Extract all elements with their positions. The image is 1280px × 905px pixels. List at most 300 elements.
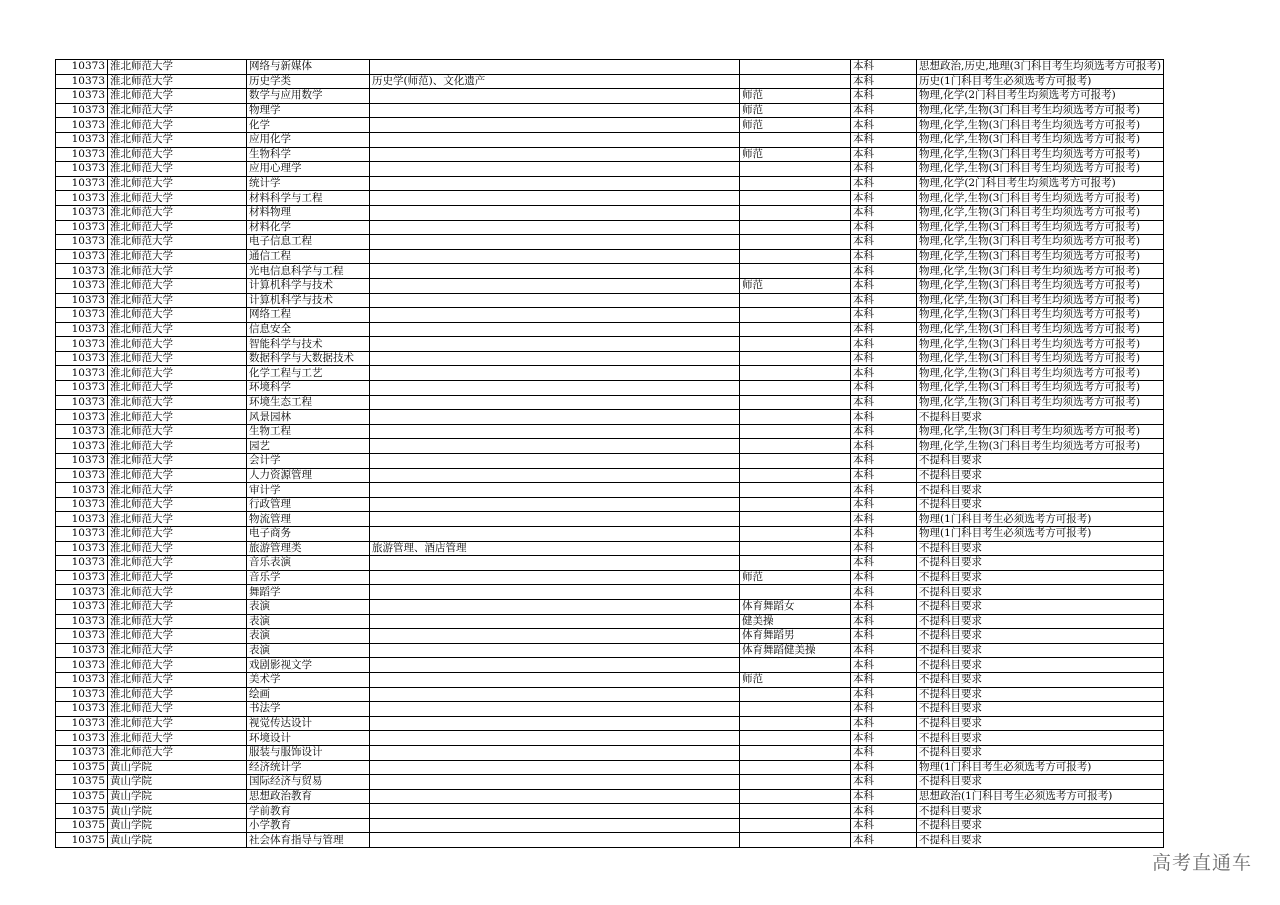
- code-cell: 10373: [56, 147, 108, 162]
- requirement-cell: 物理,化学,生物(3门科目考生均须选考方可报考): [917, 322, 1164, 337]
- school-cell: 淮北师范大学: [108, 147, 247, 162]
- table-row: [56, 308, 1164, 323]
- code-cell: 10373: [56, 118, 108, 133]
- sub-major-cell: [370, 454, 740, 469]
- sub-major-cell: [370, 235, 740, 250]
- sub-major-cell: [370, 745, 740, 760]
- major-cell: 审计学: [247, 483, 370, 498]
- note-cell: [740, 556, 851, 571]
- note-cell: 师范: [740, 278, 851, 293]
- school-cell: 淮北师范大学: [108, 439, 247, 454]
- requirement-cell: 物理,化学,生物(3门科目考生均须选考方可报考): [917, 235, 1164, 250]
- school-cell: 淮北师范大学: [108, 672, 247, 687]
- school-cell: 淮北师范大学: [108, 162, 247, 177]
- requirement-cell: 物理,化学,生物(3门科目考生均须选考方可报考): [917, 439, 1164, 454]
- level-cell: 本科: [851, 278, 917, 293]
- level-cell: 本科: [851, 702, 917, 717]
- table-row: [56, 381, 1164, 396]
- code-cell: 10373: [56, 454, 108, 469]
- code-cell: 10373: [56, 585, 108, 600]
- table-row: [56, 439, 1164, 454]
- major-cell: 数据科学与大数据技术: [247, 351, 370, 366]
- code-cell: 10373: [56, 497, 108, 512]
- sub-major-cell: [370, 789, 740, 804]
- school-cell: 淮北师范大学: [108, 191, 247, 206]
- requirement-cell: 不提科目要求: [917, 818, 1164, 833]
- watermark: 高考直通车: [1151, 852, 1252, 874]
- sub-major-cell: [370, 818, 740, 833]
- sub-major-cell: [370, 278, 740, 293]
- sub-major-cell: [370, 60, 740, 75]
- note-cell: [740, 818, 851, 833]
- requirement-cell: 历史(1门科目考生必须选考方可报考): [917, 74, 1164, 89]
- table-row: [56, 497, 1164, 512]
- code-cell: 10373: [56, 162, 108, 177]
- table-row: [56, 264, 1164, 279]
- table-row: [56, 731, 1164, 746]
- note-cell: [740, 293, 851, 308]
- note-cell: [740, 833, 851, 848]
- code-cell: 10373: [56, 410, 108, 425]
- requirement-cell: 不提科目要求: [917, 658, 1164, 673]
- requirement-cell: 物理,化学,生物(3门科目考生均须选考方可报考): [917, 118, 1164, 133]
- major-cell: 环境科学: [247, 381, 370, 396]
- code-cell: 10373: [56, 439, 108, 454]
- table-row: [56, 658, 1164, 673]
- requirement-cell: 物理,化学,生物(3门科目考生均须选考方可报考): [917, 337, 1164, 352]
- level-cell: 本科: [851, 745, 917, 760]
- major-cell: 绘画: [247, 687, 370, 702]
- major-cell: 学前教育: [247, 804, 370, 819]
- requirement-cell: 物理,化学,生物(3门科目考生均须选考方可报考): [917, 308, 1164, 323]
- level-cell: 本科: [851, 293, 917, 308]
- school-cell: 淮北师范大学: [108, 585, 247, 600]
- sub-major-cell: [370, 264, 740, 279]
- code-cell: 10373: [56, 366, 108, 381]
- sub-major-cell: [370, 599, 740, 614]
- requirement-cell: 不提科目要求: [917, 585, 1164, 600]
- sub-major-cell: 历史学(师范)、文化遗产: [370, 74, 740, 89]
- table-row: [56, 745, 1164, 760]
- school-cell: 淮北师范大学: [108, 235, 247, 250]
- level-cell: 本科: [851, 454, 917, 469]
- major-cell: 会计学: [247, 454, 370, 469]
- school-cell: 黄山学院: [108, 760, 247, 775]
- code-cell: 10373: [56, 176, 108, 191]
- sub-major-cell: [370, 308, 740, 323]
- level-cell: 本科: [851, 381, 917, 396]
- note-cell: [740, 585, 851, 600]
- school-cell: 淮北师范大学: [108, 322, 247, 337]
- code-cell: 10375: [56, 833, 108, 848]
- note-cell: [740, 308, 851, 323]
- level-cell: 本科: [851, 614, 917, 629]
- note-cell: [740, 497, 851, 512]
- code-cell: 10373: [56, 132, 108, 147]
- requirement-cell: 物理,化学,生物(3门科目考生均须选考方可报考): [917, 278, 1164, 293]
- note-cell: [740, 322, 851, 337]
- level-cell: 本科: [851, 132, 917, 147]
- school-cell: 淮北师范大学: [108, 395, 247, 410]
- note-cell: [740, 527, 851, 542]
- major-cell: 表演: [247, 629, 370, 644]
- requirement-cell: 不提科目要求: [917, 643, 1164, 658]
- major-cell: 小学教育: [247, 818, 370, 833]
- code-cell: 10373: [56, 337, 108, 352]
- note-cell: 健美操: [740, 614, 851, 629]
- table-row: [56, 585, 1164, 600]
- code-cell: 10373: [56, 278, 108, 293]
- school-cell: 淮北师范大学: [108, 527, 247, 542]
- table-row: [56, 454, 1164, 469]
- level-cell: 本科: [851, 351, 917, 366]
- code-cell: 10373: [56, 570, 108, 585]
- table-row: [56, 716, 1164, 731]
- level-cell: 本科: [851, 249, 917, 264]
- table-row: [56, 672, 1164, 687]
- table-row: [56, 147, 1164, 162]
- sub-major-cell: [370, 658, 740, 673]
- major-cell: 应用心理学: [247, 162, 370, 177]
- note-cell: [740, 789, 851, 804]
- sub-major-cell: [370, 512, 740, 527]
- note-cell: [740, 162, 851, 177]
- note-cell: [740, 60, 851, 75]
- table-row: [56, 614, 1164, 629]
- note-cell: 师范: [740, 89, 851, 104]
- school-cell: 淮北师范大学: [108, 278, 247, 293]
- sub-major-cell: [370, 760, 740, 775]
- table-row: [56, 89, 1164, 104]
- requirement-cell: 不提科目要求: [917, 454, 1164, 469]
- school-cell: 淮北师范大学: [108, 74, 247, 89]
- major-cell: 光电信息科学与工程: [247, 264, 370, 279]
- code-cell: 10373: [56, 599, 108, 614]
- school-cell: 淮北师范大学: [108, 541, 247, 556]
- major-cell: 化学工程与工艺: [247, 366, 370, 381]
- code-cell: 10373: [56, 293, 108, 308]
- school-cell: 淮北师范大学: [108, 118, 247, 133]
- table-row: [56, 322, 1164, 337]
- school-cell: 淮北师范大学: [108, 220, 247, 235]
- table-row: [56, 410, 1164, 425]
- school-cell: 淮北师范大学: [108, 629, 247, 644]
- sub-major-cell: [370, 833, 740, 848]
- sub-major-cell: [370, 702, 740, 717]
- note-cell: [740, 775, 851, 790]
- major-cell: 电子信息工程: [247, 235, 370, 250]
- note-cell: 师范: [740, 672, 851, 687]
- code-cell: 10373: [56, 468, 108, 483]
- level-cell: 本科: [851, 424, 917, 439]
- major-cell: 物理学: [247, 103, 370, 118]
- sub-major-cell: 旅游管理、酒店管理: [370, 541, 740, 556]
- level-cell: 本科: [851, 468, 917, 483]
- note-cell: [740, 658, 851, 673]
- note-cell: [740, 716, 851, 731]
- note-cell: [740, 454, 851, 469]
- sub-major-cell: [370, 205, 740, 220]
- table-row: [56, 337, 1164, 352]
- school-cell: 淮北师范大学: [108, 264, 247, 279]
- school-cell: 淮北师范大学: [108, 410, 247, 425]
- table-row: [56, 176, 1164, 191]
- sub-major-cell: [370, 585, 740, 600]
- sub-major-cell: [370, 132, 740, 147]
- note-cell: 师范: [740, 103, 851, 118]
- code-cell: 10375: [56, 789, 108, 804]
- table-row: [56, 293, 1164, 308]
- major-cell: 计算机科学与技术: [247, 278, 370, 293]
- sub-major-cell: [370, 716, 740, 731]
- table-row: [56, 556, 1164, 571]
- note-cell: [740, 220, 851, 235]
- code-cell: 10373: [56, 89, 108, 104]
- level-cell: 本科: [851, 395, 917, 410]
- major-cell: 社会体育指导与管理: [247, 833, 370, 848]
- code-cell: 10373: [56, 527, 108, 542]
- school-cell: 淮北师范大学: [108, 556, 247, 571]
- requirement-cell: 不提科目要求: [917, 541, 1164, 556]
- requirement-cell: 不提科目要求: [917, 483, 1164, 498]
- table-row: [56, 483, 1164, 498]
- major-cell: 舞蹈学: [247, 585, 370, 600]
- table-row: [56, 366, 1164, 381]
- requirement-cell: 物理,化学,生物(3门科目考生均须选考方可报考): [917, 249, 1164, 264]
- note-cell: [740, 235, 851, 250]
- requirement-cell: 不提科目要求: [917, 614, 1164, 629]
- code-cell: 10373: [56, 424, 108, 439]
- requirement-cell: 物理,化学,生物(3门科目考生均须选考方可报考): [917, 132, 1164, 147]
- code-cell: 10373: [56, 687, 108, 702]
- level-cell: 本科: [851, 570, 917, 585]
- major-cell: 旅游管理类: [247, 541, 370, 556]
- code-cell: 10373: [56, 322, 108, 337]
- code-cell: 10373: [56, 249, 108, 264]
- school-cell: 黄山学院: [108, 775, 247, 790]
- sub-major-cell: [370, 337, 740, 352]
- major-cell: 国际经济与贸易: [247, 775, 370, 790]
- sub-major-cell: [370, 118, 740, 133]
- major-cell: 生物工程: [247, 424, 370, 439]
- code-cell: 10375: [56, 760, 108, 775]
- table-row: [56, 599, 1164, 614]
- major-cell: 历史学类: [247, 74, 370, 89]
- code-cell: 10373: [56, 614, 108, 629]
- requirement-cell: 物理,化学,生物(3门科目考生均须选考方可报考): [917, 395, 1164, 410]
- major-cell: 行政管理: [247, 497, 370, 512]
- requirement-cell: 思想政治(1门科目考生必须选考方可报考): [917, 789, 1164, 804]
- major-cell: 电子商务: [247, 527, 370, 542]
- major-cell: 统计学: [247, 176, 370, 191]
- major-cell: 数学与应用数学: [247, 89, 370, 104]
- school-cell: 淮北师范大学: [108, 731, 247, 746]
- major-cell: 表演: [247, 614, 370, 629]
- sub-major-cell: [370, 775, 740, 790]
- requirement-cell: 不提科目要求: [917, 556, 1164, 571]
- level-cell: 本科: [851, 731, 917, 746]
- note-cell: [740, 687, 851, 702]
- requirement-cell: 思想政治,历史,地理(3门科目考生均须选考方可报考): [917, 60, 1164, 75]
- major-cell: 信息安全: [247, 322, 370, 337]
- note-cell: 体育舞蹈女: [740, 599, 851, 614]
- school-cell: 淮北师范大学: [108, 176, 247, 191]
- table-row: [56, 162, 1164, 177]
- note-cell: [740, 191, 851, 206]
- table-body: [56, 60, 1164, 848]
- sub-major-cell: [370, 468, 740, 483]
- school-cell: 淮北师范大学: [108, 424, 247, 439]
- requirement-cell: 物理,化学,生物(3门科目考生均须选考方可报考): [917, 205, 1164, 220]
- sub-major-cell: [370, 439, 740, 454]
- sub-major-cell: [370, 176, 740, 191]
- level-cell: 本科: [851, 658, 917, 673]
- requirement-cell: 不提科目要求: [917, 599, 1164, 614]
- requirement-cell: 物理,化学(2门科目考生均须选考方可报考): [917, 89, 1164, 104]
- school-cell: 淮北师范大学: [108, 497, 247, 512]
- level-cell: 本科: [851, 205, 917, 220]
- requirement-cell: 物理,化学,生物(3门科目考生均须选考方可报考): [917, 366, 1164, 381]
- requirement-cell: 不提科目要求: [917, 629, 1164, 644]
- level-cell: 本科: [851, 556, 917, 571]
- code-cell: 10373: [56, 541, 108, 556]
- requirement-cell: 不提科目要求: [917, 702, 1164, 717]
- sub-major-cell: [370, 103, 740, 118]
- level-cell: 本科: [851, 818, 917, 833]
- level-cell: 本科: [851, 366, 917, 381]
- sub-major-cell: [370, 672, 740, 687]
- level-cell: 本科: [851, 483, 917, 498]
- note-cell: [740, 176, 851, 191]
- school-cell: 淮北师范大学: [108, 658, 247, 673]
- sub-major-cell: [370, 366, 740, 381]
- note-cell: [740, 702, 851, 717]
- requirement-cell: 不提科目要求: [917, 804, 1164, 819]
- sub-major-cell: [370, 249, 740, 264]
- sub-major-cell: [370, 731, 740, 746]
- table-row: [56, 424, 1164, 439]
- note-cell: [740, 351, 851, 366]
- requirement-cell: 物理,化学,生物(3门科目考生均须选考方可报考): [917, 293, 1164, 308]
- code-cell: 10373: [56, 74, 108, 89]
- sub-major-cell: [370, 293, 740, 308]
- school-cell: 淮北师范大学: [108, 205, 247, 220]
- major-cell: 园艺: [247, 439, 370, 454]
- school-cell: 淮北师范大学: [108, 570, 247, 585]
- school-cell: 淮北师范大学: [108, 454, 247, 469]
- table-row: [56, 118, 1164, 133]
- table-row: [56, 60, 1164, 75]
- note-cell: [740, 804, 851, 819]
- note-cell: [740, 541, 851, 556]
- table-row: [56, 395, 1164, 410]
- school-cell: 淮北师范大学: [108, 716, 247, 731]
- table-row: [56, 512, 1164, 527]
- school-cell: 淮北师范大学: [108, 745, 247, 760]
- school-cell: 淮北师范大学: [108, 249, 247, 264]
- code-cell: 10373: [56, 556, 108, 571]
- table-row: [56, 833, 1164, 848]
- note-cell: [740, 205, 851, 220]
- major-cell: 音乐学: [247, 570, 370, 585]
- sub-major-cell: [370, 191, 740, 206]
- major-cell: 风景园林: [247, 410, 370, 425]
- level-cell: 本科: [851, 162, 917, 177]
- level-cell: 本科: [851, 527, 917, 542]
- major-cell: 材料物理: [247, 205, 370, 220]
- sub-major-cell: [370, 162, 740, 177]
- level-cell: 本科: [851, 672, 917, 687]
- code-cell: 10373: [56, 702, 108, 717]
- note-cell: [740, 424, 851, 439]
- school-cell: 淮北师范大学: [108, 687, 247, 702]
- table-row: [56, 351, 1164, 366]
- school-cell: 淮北师范大学: [108, 614, 247, 629]
- level-cell: 本科: [851, 439, 917, 454]
- note-cell: [740, 74, 851, 89]
- code-cell: 10373: [56, 381, 108, 396]
- requirement-cell: 物理,化学,生物(3门科目考生均须选考方可报考): [917, 103, 1164, 118]
- level-cell: 本科: [851, 235, 917, 250]
- level-cell: 本科: [851, 804, 917, 819]
- level-cell: 本科: [851, 103, 917, 118]
- code-cell: 10375: [56, 818, 108, 833]
- major-cell: 表演: [247, 599, 370, 614]
- requirement-cell: 物理,化学,生物(3门科目考生均须选考方可报考): [917, 424, 1164, 439]
- code-cell: 10373: [56, 716, 108, 731]
- note-cell: [740, 439, 851, 454]
- note-cell: [740, 745, 851, 760]
- table-row: [56, 702, 1164, 717]
- major-cell: 表演: [247, 643, 370, 658]
- table-row: [56, 541, 1164, 556]
- sub-major-cell: [370, 220, 740, 235]
- note-cell: [740, 264, 851, 279]
- school-cell: 黄山学院: [108, 789, 247, 804]
- requirement-cell: 不提科目要求: [917, 775, 1164, 790]
- school-cell: 淮北师范大学: [108, 103, 247, 118]
- major-cell: 美术学: [247, 672, 370, 687]
- level-cell: 本科: [851, 775, 917, 790]
- major-cell: 音乐表演: [247, 556, 370, 571]
- code-cell: 10373: [56, 643, 108, 658]
- table-row: [56, 775, 1164, 790]
- table-row: [56, 818, 1164, 833]
- sub-major-cell: [370, 147, 740, 162]
- school-cell: 淮北师范大学: [108, 483, 247, 498]
- level-cell: 本科: [851, 789, 917, 804]
- level-cell: 本科: [851, 512, 917, 527]
- sub-major-cell: [370, 89, 740, 104]
- level-cell: 本科: [851, 89, 917, 104]
- major-cell: 环境生态工程: [247, 395, 370, 410]
- note-cell: 师范: [740, 147, 851, 162]
- code-cell: 10375: [56, 775, 108, 790]
- major-cell: 环境设计: [247, 731, 370, 746]
- school-cell: 淮北师范大学: [108, 599, 247, 614]
- requirement-cell: 不提科目要求: [917, 468, 1164, 483]
- code-cell: 10373: [56, 395, 108, 410]
- school-cell: 淮北师范大学: [108, 702, 247, 717]
- table-row: [56, 643, 1164, 658]
- school-cell: 淮北师范大学: [108, 60, 247, 75]
- school-cell: 淮北师范大学: [108, 293, 247, 308]
- major-cell: 材料科学与工程: [247, 191, 370, 206]
- table-row: [56, 760, 1164, 775]
- admission-table: [55, 59, 1164, 848]
- level-cell: 本科: [851, 308, 917, 323]
- major-cell: 生物科学: [247, 147, 370, 162]
